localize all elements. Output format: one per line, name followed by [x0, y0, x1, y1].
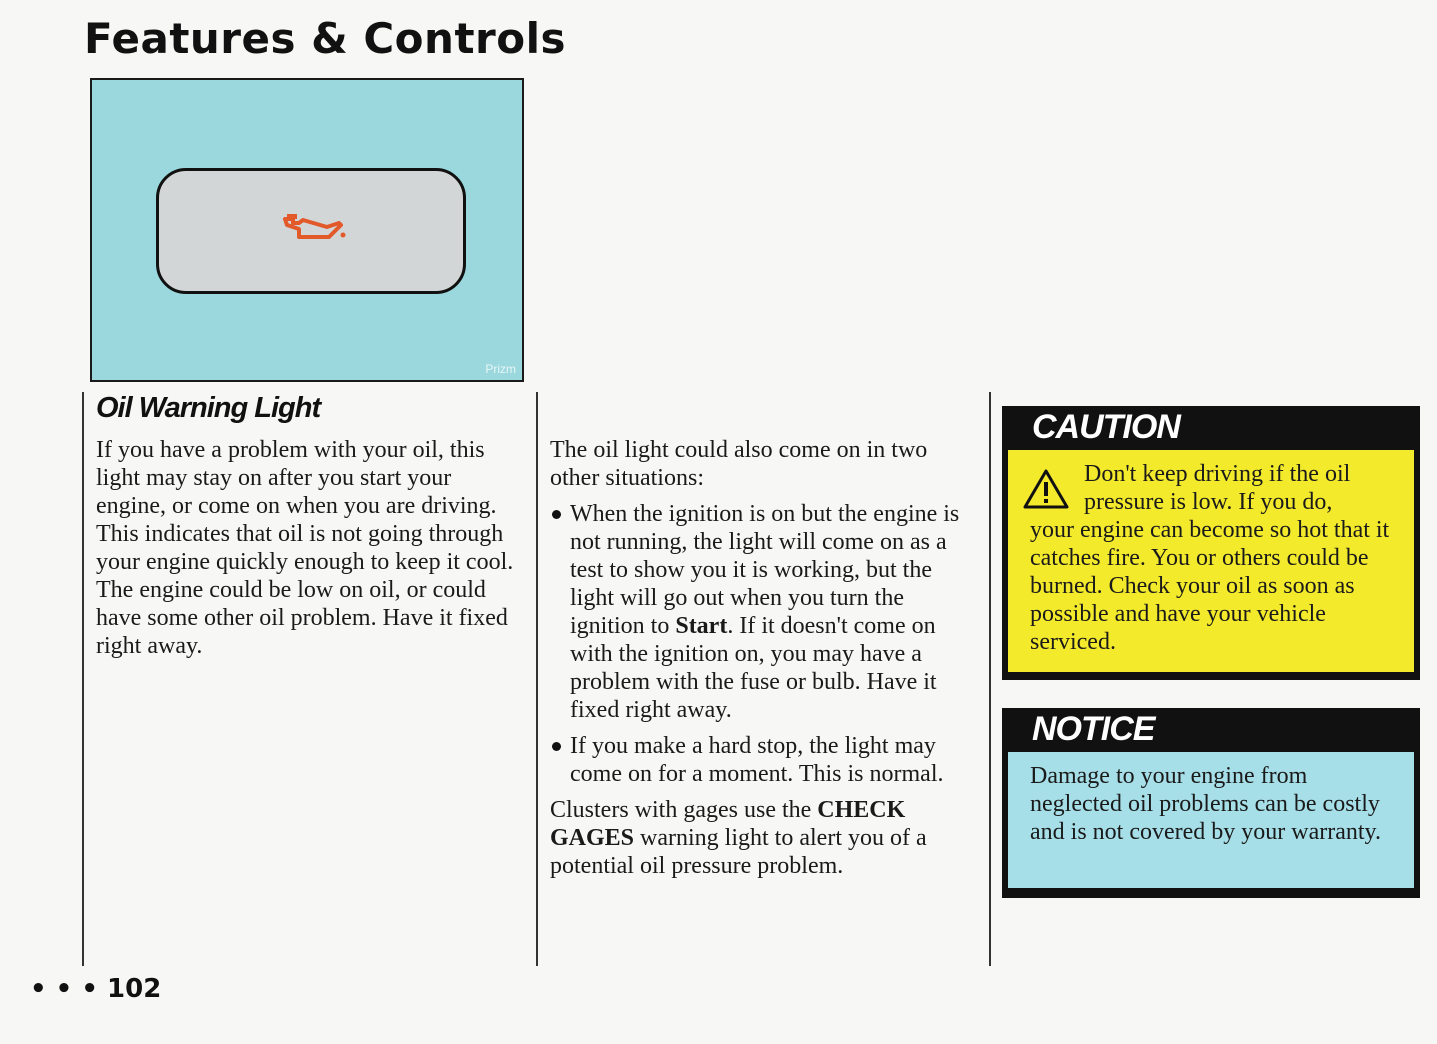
caution-body	[1008, 450, 1414, 672]
oil-warning-light-illustration	[90, 78, 524, 382]
column-divider	[82, 392, 84, 966]
oil-can-icon	[277, 211, 347, 247]
start-keyword: Start	[675, 613, 728, 639]
notice-box	[1002, 708, 1420, 898]
column-divider	[536, 392, 538, 966]
notice-body: Damage to your engine from neglected oil problems can be costly and is not covered by your warranty.	[1008, 752, 1414, 888]
bullet-icon	[552, 742, 561, 751]
warning-lamp-panel	[156, 168, 466, 294]
column-1-text: If you have a problem with your oil, this light may stay on after you start your engine, or come on when you are driving. This indicates that oil is not going through your engine quickly enough to keep it cool. The engine could be low on oil, or could have some other oil problem. Have it fixed right away.	[96, 437, 514, 659]
page-title: Features & Controls	[84, 14, 566, 63]
column-2	[550, 436, 976, 888]
warning-triangle-icon	[1022, 468, 1070, 510]
figure-watermark: Prizm	[485, 362, 516, 376]
section-heading: Oil Warning Light	[96, 392, 321, 424]
page-number: • • • 102	[30, 974, 162, 1004]
caution-text: your engine can become so hot that it catches fire. You or others could be burned. Check your oil as soon as possible and have your vehicle serviced.	[1030, 517, 1390, 655]
closing-paragraph: Clusters with gages use the CHECK GAGES warning light to alert you of a potential oil pressure problem.	[550, 797, 927, 879]
bullet-icon	[552, 510, 561, 519]
caution-title: CAUTION	[1032, 408, 1180, 446]
notice-title: NOTICE	[1032, 710, 1155, 748]
list-item: If you make a hard stop, the light may come on for a moment. This is normal.	[550, 732, 976, 788]
check-gages-keyword: CHECK GAGES	[550, 797, 906, 851]
column-divider	[989, 392, 991, 966]
list-item: When the ignition is on but the engine is not running, the light will come on as a test to show you it is working, but the light will go out when you turn the ignition to Start. If it doesn't come on with the ignition on, you may have a problem with the fuse or bulb. Have it fixed right away.	[550, 500, 976, 724]
caution-first-lines: Don't keep driving if the oil pressure is low. If you do,	[1084, 461, 1351, 515]
caution-box	[1002, 406, 1420, 680]
intro-paragraph: The oil light could also come on in two other situations:	[550, 437, 928, 491]
